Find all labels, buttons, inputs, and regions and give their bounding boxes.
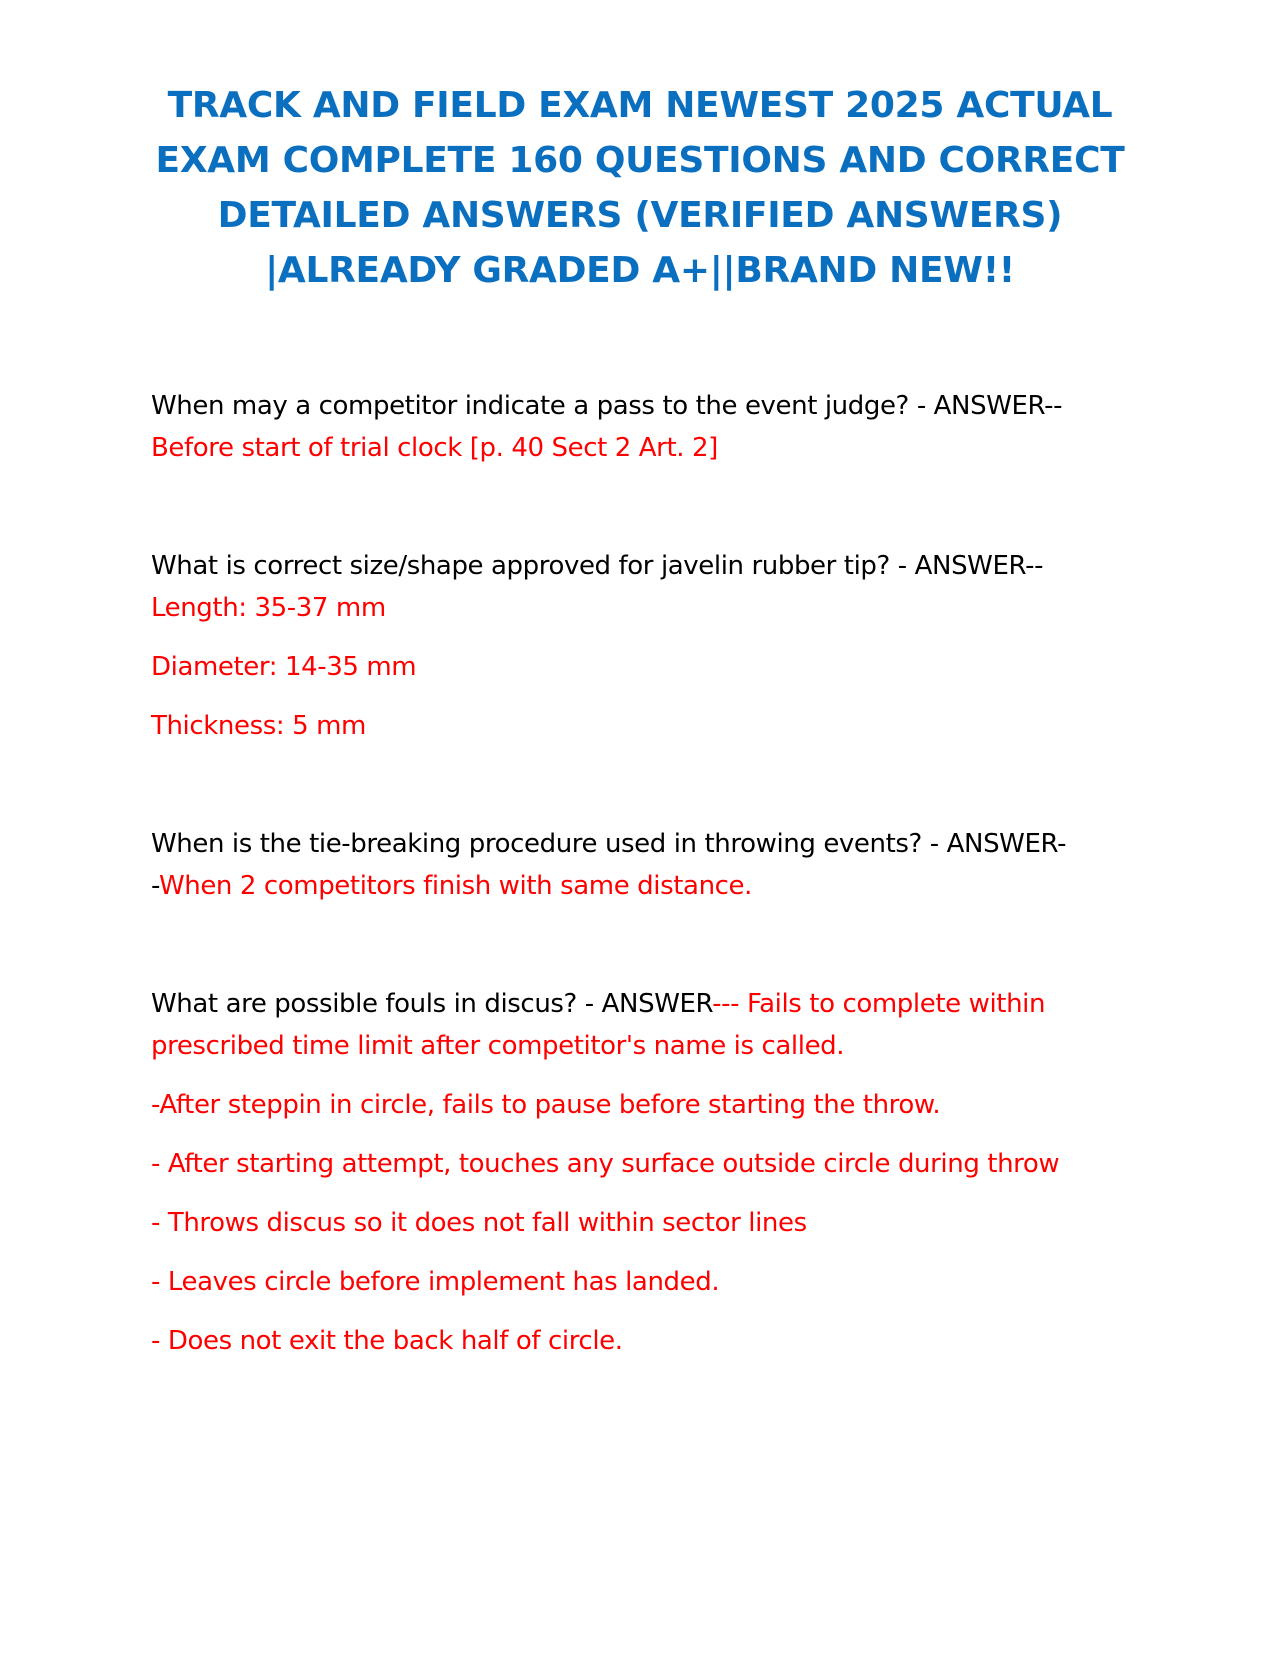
answer-line: - Throws discus so it does not fall within sector lines <box>151 1208 807 1238</box>
document-title <box>130 78 1150 298</box>
qa-item-2 <box>151 545 1151 747</box>
qa-item-1 <box>151 385 1151 469</box>
answer-line: -After steppin in circle, fails to pause before starting the throw. <box>151 1090 941 1120</box>
question-text: When is the tie-breaking procedure used in throwing events? - ANSWER- <box>151 829 1067 859</box>
answer-text: When 2 competitors finish with same distance. <box>158 871 753 901</box>
title-line-1: TRACK AND FIELD EXAM NEWEST 2025 ACTUAL <box>167 85 1113 126</box>
answer-line: Thickness: 5 mm <box>151 711 366 741</box>
answer-line: - Leaves circle before implement has landed. <box>151 1267 720 1297</box>
answer-line: - Does not exit the back half of circle. <box>151 1326 623 1356</box>
title-line-4: |ALREADY GRADED A+||BRAND NEW!! <box>265 250 1015 291</box>
title-line-2: EXAM COMPLETE 160 QUESTIONS AND CORRECT <box>155 140 1125 181</box>
answer-line: Diameter: 14-35 mm <box>151 652 417 682</box>
question-line <box>151 983 1151 1025</box>
answer-inline-text: --- Fails to complete within <box>712 989 1046 1019</box>
answer-text: Before start of trial clock [p. 40 Sect 2 Art. 2] <box>151 433 718 463</box>
answer-line <box>151 865 1151 907</box>
qa-item-3 <box>151 823 1151 907</box>
qa-item-4 <box>151 983 1151 1362</box>
title-line-3: DETAILED ANSWERS (VERIFIED ANSWERS) <box>217 195 1063 236</box>
answer-prefix: - <box>151 871 159 901</box>
question-text: What are possible fouls in discus? - ANSWER <box>151 989 713 1019</box>
answer-line: - After starting attempt, touches any surface outside circle during throw <box>151 1149 1060 1179</box>
question-text: When may a competitor indicate a pass to the event judge? - ANSWER-- <box>151 391 1063 421</box>
answer-text: prescribed time limit after competitor's name is called. <box>151 1031 845 1061</box>
question-text: What is correct size/shape approved for javelin rubber tip? - ANSWER-- <box>151 551 1044 581</box>
answer-text: Length: 35-37 mm <box>151 593 386 623</box>
